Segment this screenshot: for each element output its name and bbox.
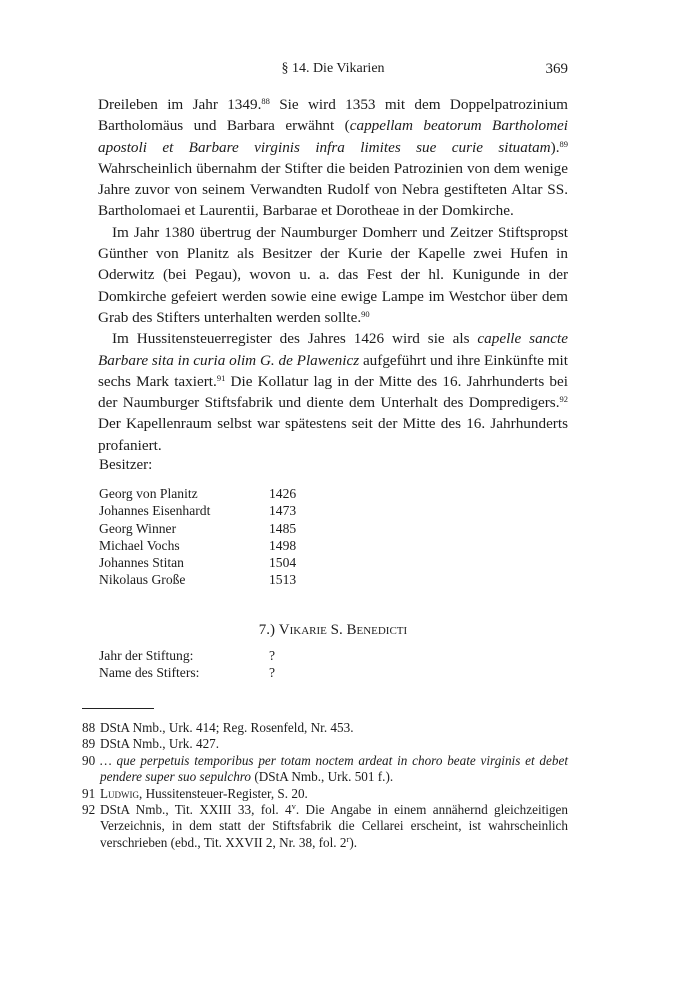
text-span: Der Kapellenraum selbst war spätestens seit der Mitte des 16. Jahrhunderts profaniert. (98, 415, 568, 454)
footnote-ref-89[interactable]: 89 (559, 138, 568, 149)
text-span: DStA Nmb., Tit. XXIII 33, fol. 4 (100, 802, 292, 818)
owner-year: 1513 (269, 572, 297, 588)
owner-year: 1473 (269, 503, 297, 519)
section-number: 7.) (258, 622, 276, 638)
owner-name: Georg von Planitz (99, 486, 198, 501)
footnotes (82, 720, 568, 851)
owner-year: 1426 (269, 486, 297, 501)
owner-row (99, 554, 329, 571)
owner-year: 1498 (269, 537, 297, 553)
owner-name: Johannes Stitan (99, 555, 184, 571)
owner-row (99, 537, 329, 554)
owner-row (99, 502, 329, 519)
footnote-text (100, 786, 568, 802)
footnote-text: DStA Nmb., Urk. 414; Reg. Rosenfeld, Nr. 453. (100, 720, 354, 735)
footnote-ref-90[interactable]: 90 (361, 308, 370, 319)
owner-row (99, 520, 329, 537)
latin-quote: cappellam beatorum Bartholomei apostoli et Barbare virginis infra limites sue curie situatam (98, 117, 568, 156)
owner-name: Georg Winner (99, 520, 177, 536)
owner-name: Johannes Eisenhardt (99, 503, 211, 519)
footnote-88 (82, 720, 568, 736)
owner-row (99, 571, 329, 588)
page-header (98, 61, 568, 81)
text-span: Dreileben im Jahr 1349. (98, 96, 262, 113)
text-span: ). (550, 138, 560, 156)
footnote-ref-92[interactable]: 92 (559, 394, 568, 405)
footnote-number: 88 (82, 720, 96, 735)
founding-year-label: Jahr der Stiftung: (99, 648, 194, 663)
owner-year: 1485 (269, 520, 297, 536)
text-span: Im Jahr 1380 übertrug der Naumburger Domherr und Zeitzer Stiftspropst Günther von Planitz als Besitzer der Kurie der Kapelle zwei Hufen in Oderwitz (bei Pegau), wovon u. a. das Fest der hl. Kunigunde in der Domkirche gefeiert werden sowie eine ewige Lampe im Westchor über dem Grab des Stifters unterhalten werden sollte. (98, 223, 568, 326)
footnote-91 (82, 786, 568, 802)
page-number: 369 (545, 61, 568, 77)
text-span: , Hussitensteuer-Register, S. 20. (139, 785, 308, 801)
owner-row (99, 485, 329, 502)
text-span: Die Kollatur lag in der Mitte des 16. Jahrhunderts bei der Naumburger Stiftsfabrik und diente dem Unterhalt des Dompredigers. (98, 372, 568, 412)
text-span: Wahrscheinlich übernahm der Stifter die beiden Patrozinien von dem wenige Jahre zuvor von seinem Verwandten Rudolf von Nebra gestifteten Altar SS. Bartholomaei et Laurentii, Barbarae et Dorotheae in der Domkirche. (98, 159, 568, 220)
paragraph-3 (98, 328, 568, 456)
footnote-ref-91[interactable]: 91 (216, 372, 226, 383)
section-title: Vikarie S. Benedicti (278, 622, 408, 638)
latin-quote: … que perpetuis temporibus per totam noctem ardeat in choro beate virginis et debet pendere super suo sepulchro (100, 752, 568, 785)
vicarage-meta (99, 648, 275, 681)
meta-row (99, 648, 275, 665)
section-heading (98, 622, 568, 639)
owner-name: Michael Vochs (99, 537, 180, 553)
text-span: (DStA Nmb., Urk. 501 f.). (251, 769, 394, 785)
text-span: Sie wird 1353 mit dem Doppelpatrozinium Bartholomäus und Barbara erwähnt ( (98, 96, 568, 135)
text-span: . Die Angabe in einem annähernd gleichzeitigen Verzeichnis, in dem statt der Stiftsfabrik die Cellarei erscheint, ist wahrscheinlich verschrieben (ebd., Tit. XXVII 2, Nr. 38, fol. 2 (100, 802, 568, 850)
footnote-ref-88[interactable]: 88 (261, 96, 270, 106)
meta-row (99, 665, 275, 682)
footnote-90 (82, 753, 568, 786)
footnote-number: 89 (82, 736, 96, 752)
folio-side: r (346, 833, 350, 844)
founder-label: Name des Stifters: (99, 664, 200, 680)
body-text (98, 94, 568, 456)
owner-name: Nikolaus Große (99, 572, 186, 588)
footnote-text: DStA Nmb., Urk. 427. (100, 736, 220, 752)
text-span: Im Hussitensteuerregister des Jahres 1426 wird sie als (112, 330, 478, 348)
footnote-89 (82, 736, 568, 752)
owner-year: 1504 (269, 555, 297, 571)
footnote-text (100, 802, 568, 851)
owners-heading: Besitzer: (99, 457, 153, 473)
author-name: Ludwig (100, 785, 140, 801)
paragraph-2 (98, 222, 568, 328)
owners-list (99, 485, 329, 589)
footnote-divider (82, 708, 154, 709)
footnote-number: 92 (82, 802, 96, 818)
footnote-92 (82, 802, 568, 851)
running-title: § 14. Die Vikarien (281, 61, 385, 76)
paragraph-1 (98, 94, 568, 222)
footnote-text (100, 753, 568, 786)
founder-value: ? (269, 664, 276, 680)
text-span: aufgeführt und ihre Einkünfte mit sechs Mark taxiert. (98, 351, 568, 390)
founding-year-value: ? (269, 648, 276, 663)
latin-quote: capelle sancte Barbare sita in curia olim G. de Plawenicz (98, 330, 568, 369)
footnote-number: 90 (82, 752, 96, 768)
folio-side: v (291, 801, 296, 812)
footnote-number: 91 (82, 785, 96, 801)
text-span: ). (349, 834, 358, 850)
